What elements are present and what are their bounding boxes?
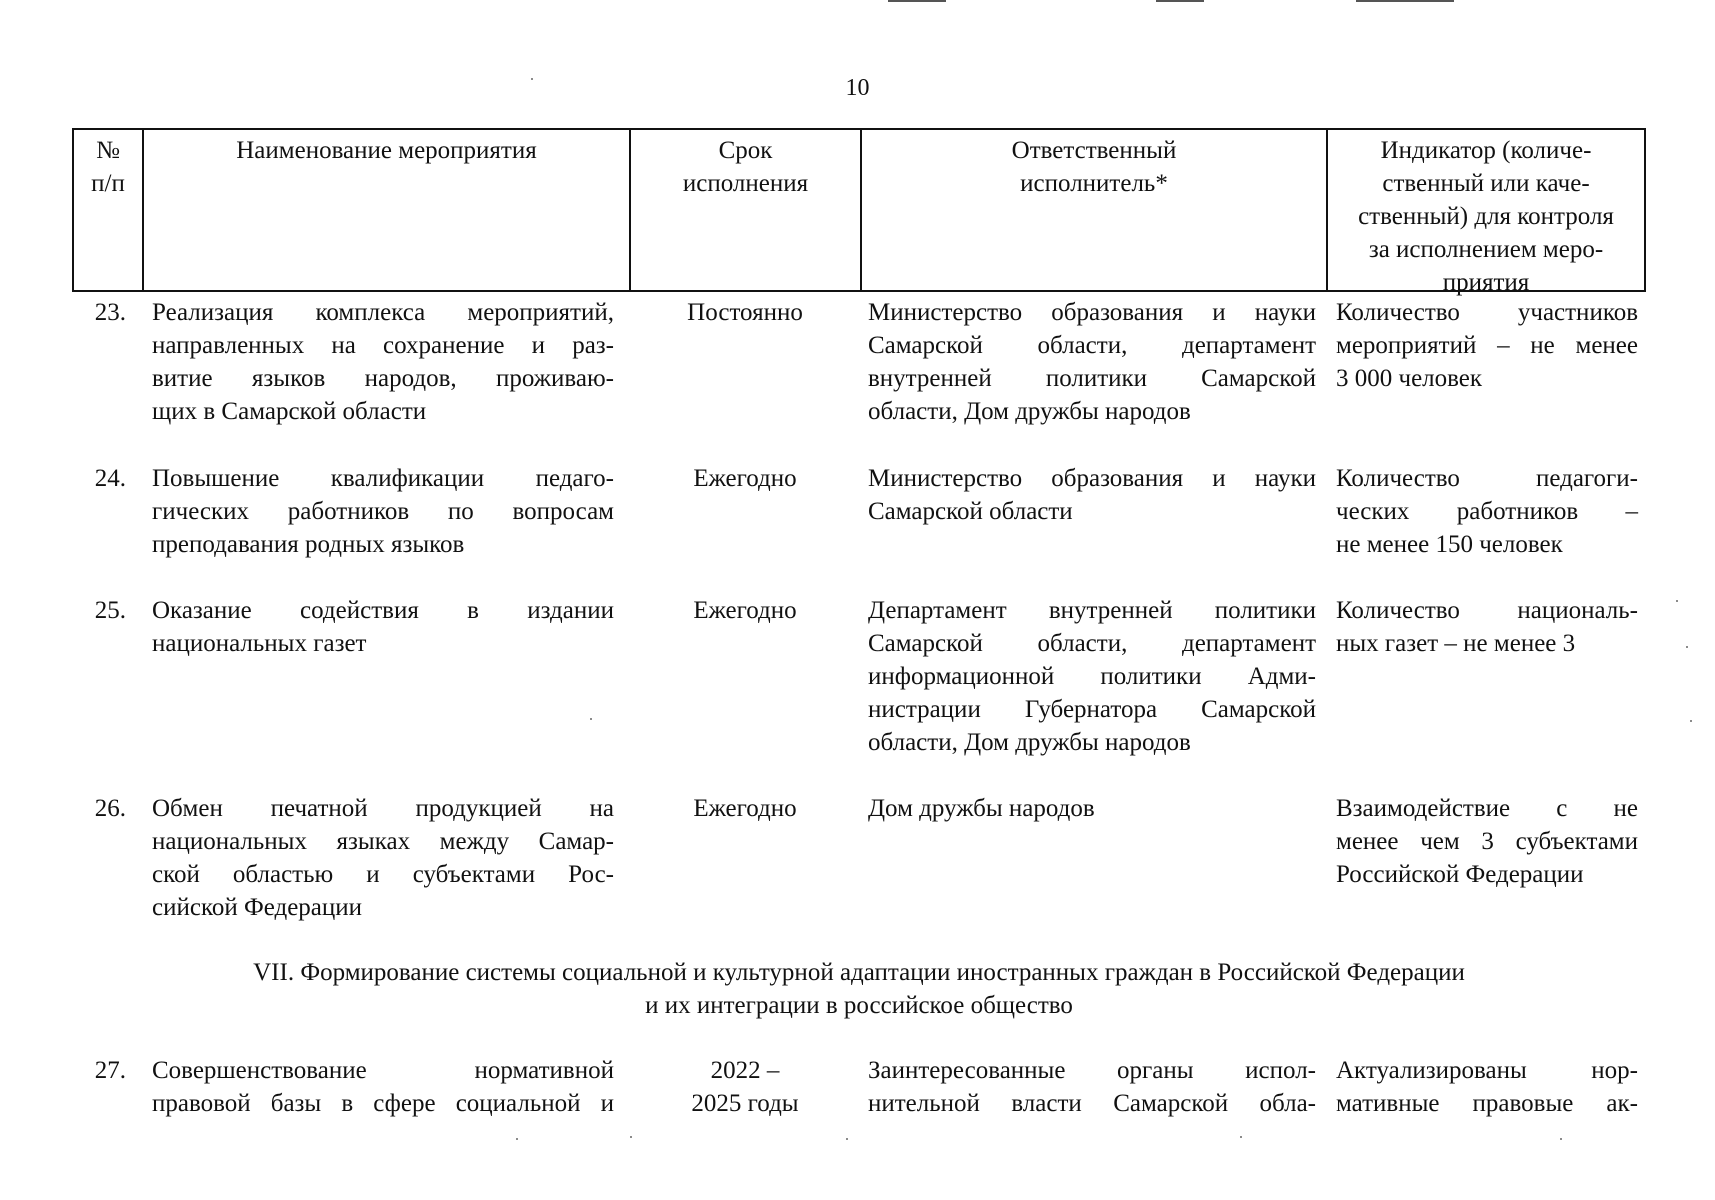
text-line: Самарской области, департамент [868,630,1316,657]
text-line: мероприятий – не менее [1336,332,1638,359]
text-line: не менее 150 человек [1336,531,1563,558]
text-line: Количество педагоги- [1336,465,1638,492]
text-line: Повышение квалификации педаго- [152,465,614,492]
text-line: 3 000 человек [1336,365,1483,392]
row-number: 27. [94,1057,126,1084]
text-line: области, Дом дружбы народов [868,729,1191,756]
responsible-executor [868,296,1316,428]
text-line: Количество националь- [1336,597,1638,624]
text-line: сийской Федерации [152,894,363,921]
activity-name [152,1054,614,1120]
header-responsible [862,130,1326,290]
scan-speck [846,1138,848,1140]
header-indicator [1328,130,1644,296]
activity-name [152,792,614,924]
header-line: Индикатор (количе- [1380,137,1592,164]
row-number: 25. [94,597,126,624]
text-line: внутренней политики Самарской [868,365,1316,392]
text-line: Ежегодно [693,597,797,624]
top-mark [1156,0,1204,2]
text-line: нительной власти Самарской обла- [868,1090,1316,1117]
text-line: ческих работников – [1336,498,1638,525]
text-line: ской областью и субъектами Рос- [152,861,614,888]
header-line: Срок [718,137,773,164]
text-line: Оказание содействия в издании [152,597,614,624]
text-line: Российской Федерации [1336,861,1584,888]
text-line: Взаимодействие с не [1336,795,1638,822]
row-number: 23. [94,299,126,326]
indicator [1336,462,1638,561]
text-line: Постоянно [687,299,803,326]
activity-name [152,594,614,660]
indicator [1336,792,1638,891]
text-line: национальных газет [152,630,367,657]
responsible-executor [868,594,1316,759]
indicator [1336,1054,1638,1120]
text-line: нистрации Губернатора Самарской [868,696,1316,723]
text-line: менее чем 3 субъектами [1336,828,1638,855]
text-line: правовой базы в сфере социальной и [152,1090,614,1117]
text-line: области, Дом дружбы народов [868,398,1191,425]
text-line: 2022 – [710,1057,780,1084]
scan-speck [630,1136,632,1138]
indicator [1336,296,1638,395]
section-title [72,956,1646,1022]
table-header [72,128,1646,296]
header-line: ственный) для контроля [1358,203,1614,230]
text-line: Дом дружбы народов [868,795,1095,822]
header-line: исполнитель* [1020,170,1168,197]
activity-name [152,462,614,561]
execution-term [640,1054,850,1120]
text-line: 2025 годы [691,1090,799,1117]
header-line: п/п [91,170,125,197]
text-line: Совершенствование нормативной [152,1057,614,1084]
header-line: приятия [1442,269,1530,296]
header-number [74,130,142,290]
execution-term [640,594,850,627]
text-line: Обмен печатной продукцией на [152,795,614,822]
text-line: Количество участников [1336,299,1638,326]
scan-speck [531,78,533,80]
header-line: исполнения [682,170,809,197]
responsible-executor [868,1054,1316,1120]
header-line: Наименование мероприятия [236,137,537,164]
scan-speck [590,718,592,720]
row-number: 26. [94,795,126,822]
text-line: Самарской области, департамент [868,332,1316,359]
text-line: витие языков народов, проживаю- [152,365,614,392]
text-line: Заинтересованные органы испол- [868,1057,1316,1084]
text-line: ных газет – не менее 3 [1336,630,1576,657]
scan-speck [1686,646,1688,648]
text-line: Департамент внутренней политики [868,597,1316,624]
header-line: № [96,137,120,164]
text-line: Министерство образования и науки [868,299,1316,326]
header-line: ственный или каче- [1382,170,1590,197]
execution-term [640,792,850,825]
scan-speck [1560,1138,1562,1140]
responsible-executor [868,792,1316,825]
text-line: Реализация комплекса мероприятий, [152,299,614,326]
activity-name [152,296,614,428]
responsible-executor [868,462,1316,528]
page-number: 10 [845,75,870,101]
scan-speck [1690,720,1692,722]
header-name [144,130,629,290]
text-line: гических работников по вопросам [152,498,614,525]
text-line: мативные правовые ак- [1336,1090,1638,1117]
text-line: Актуализированы нор- [1336,1057,1638,1084]
text-line: национальных языках между Самар- [152,828,614,855]
text-line: Самарской области [868,498,1073,525]
section-title-line: VII. Формирование системы социальной и культурной адаптации иностранных граждан в Российской Федерации [253,959,1465,986]
text-line: Ежегодно [693,465,797,492]
header-line: Ответственный [1011,137,1177,164]
header-line: за исполнением меро- [1368,236,1604,263]
top-mark [888,0,946,2]
text-line: информационной политики Адми- [868,663,1316,690]
text-line: преподавания родных языков [152,531,465,558]
top-mark [1356,0,1454,2]
execution-term [640,462,850,495]
header-term [631,130,860,290]
scan-speck [516,1138,518,1140]
indicator [1336,594,1638,660]
text-line: направленных на сохранение и раз- [152,332,614,359]
text-line: Ежегодно [693,795,797,822]
execution-term [640,296,850,329]
scan-speck [1240,1136,1242,1138]
scan-speck [1676,600,1678,602]
row-number: 24. [94,465,126,492]
text-line: Министерство образования и науки [868,465,1316,492]
section-title-line: и их интеграции в российское общество [645,992,1073,1019]
text-line: щих в Самарской области [152,398,427,425]
